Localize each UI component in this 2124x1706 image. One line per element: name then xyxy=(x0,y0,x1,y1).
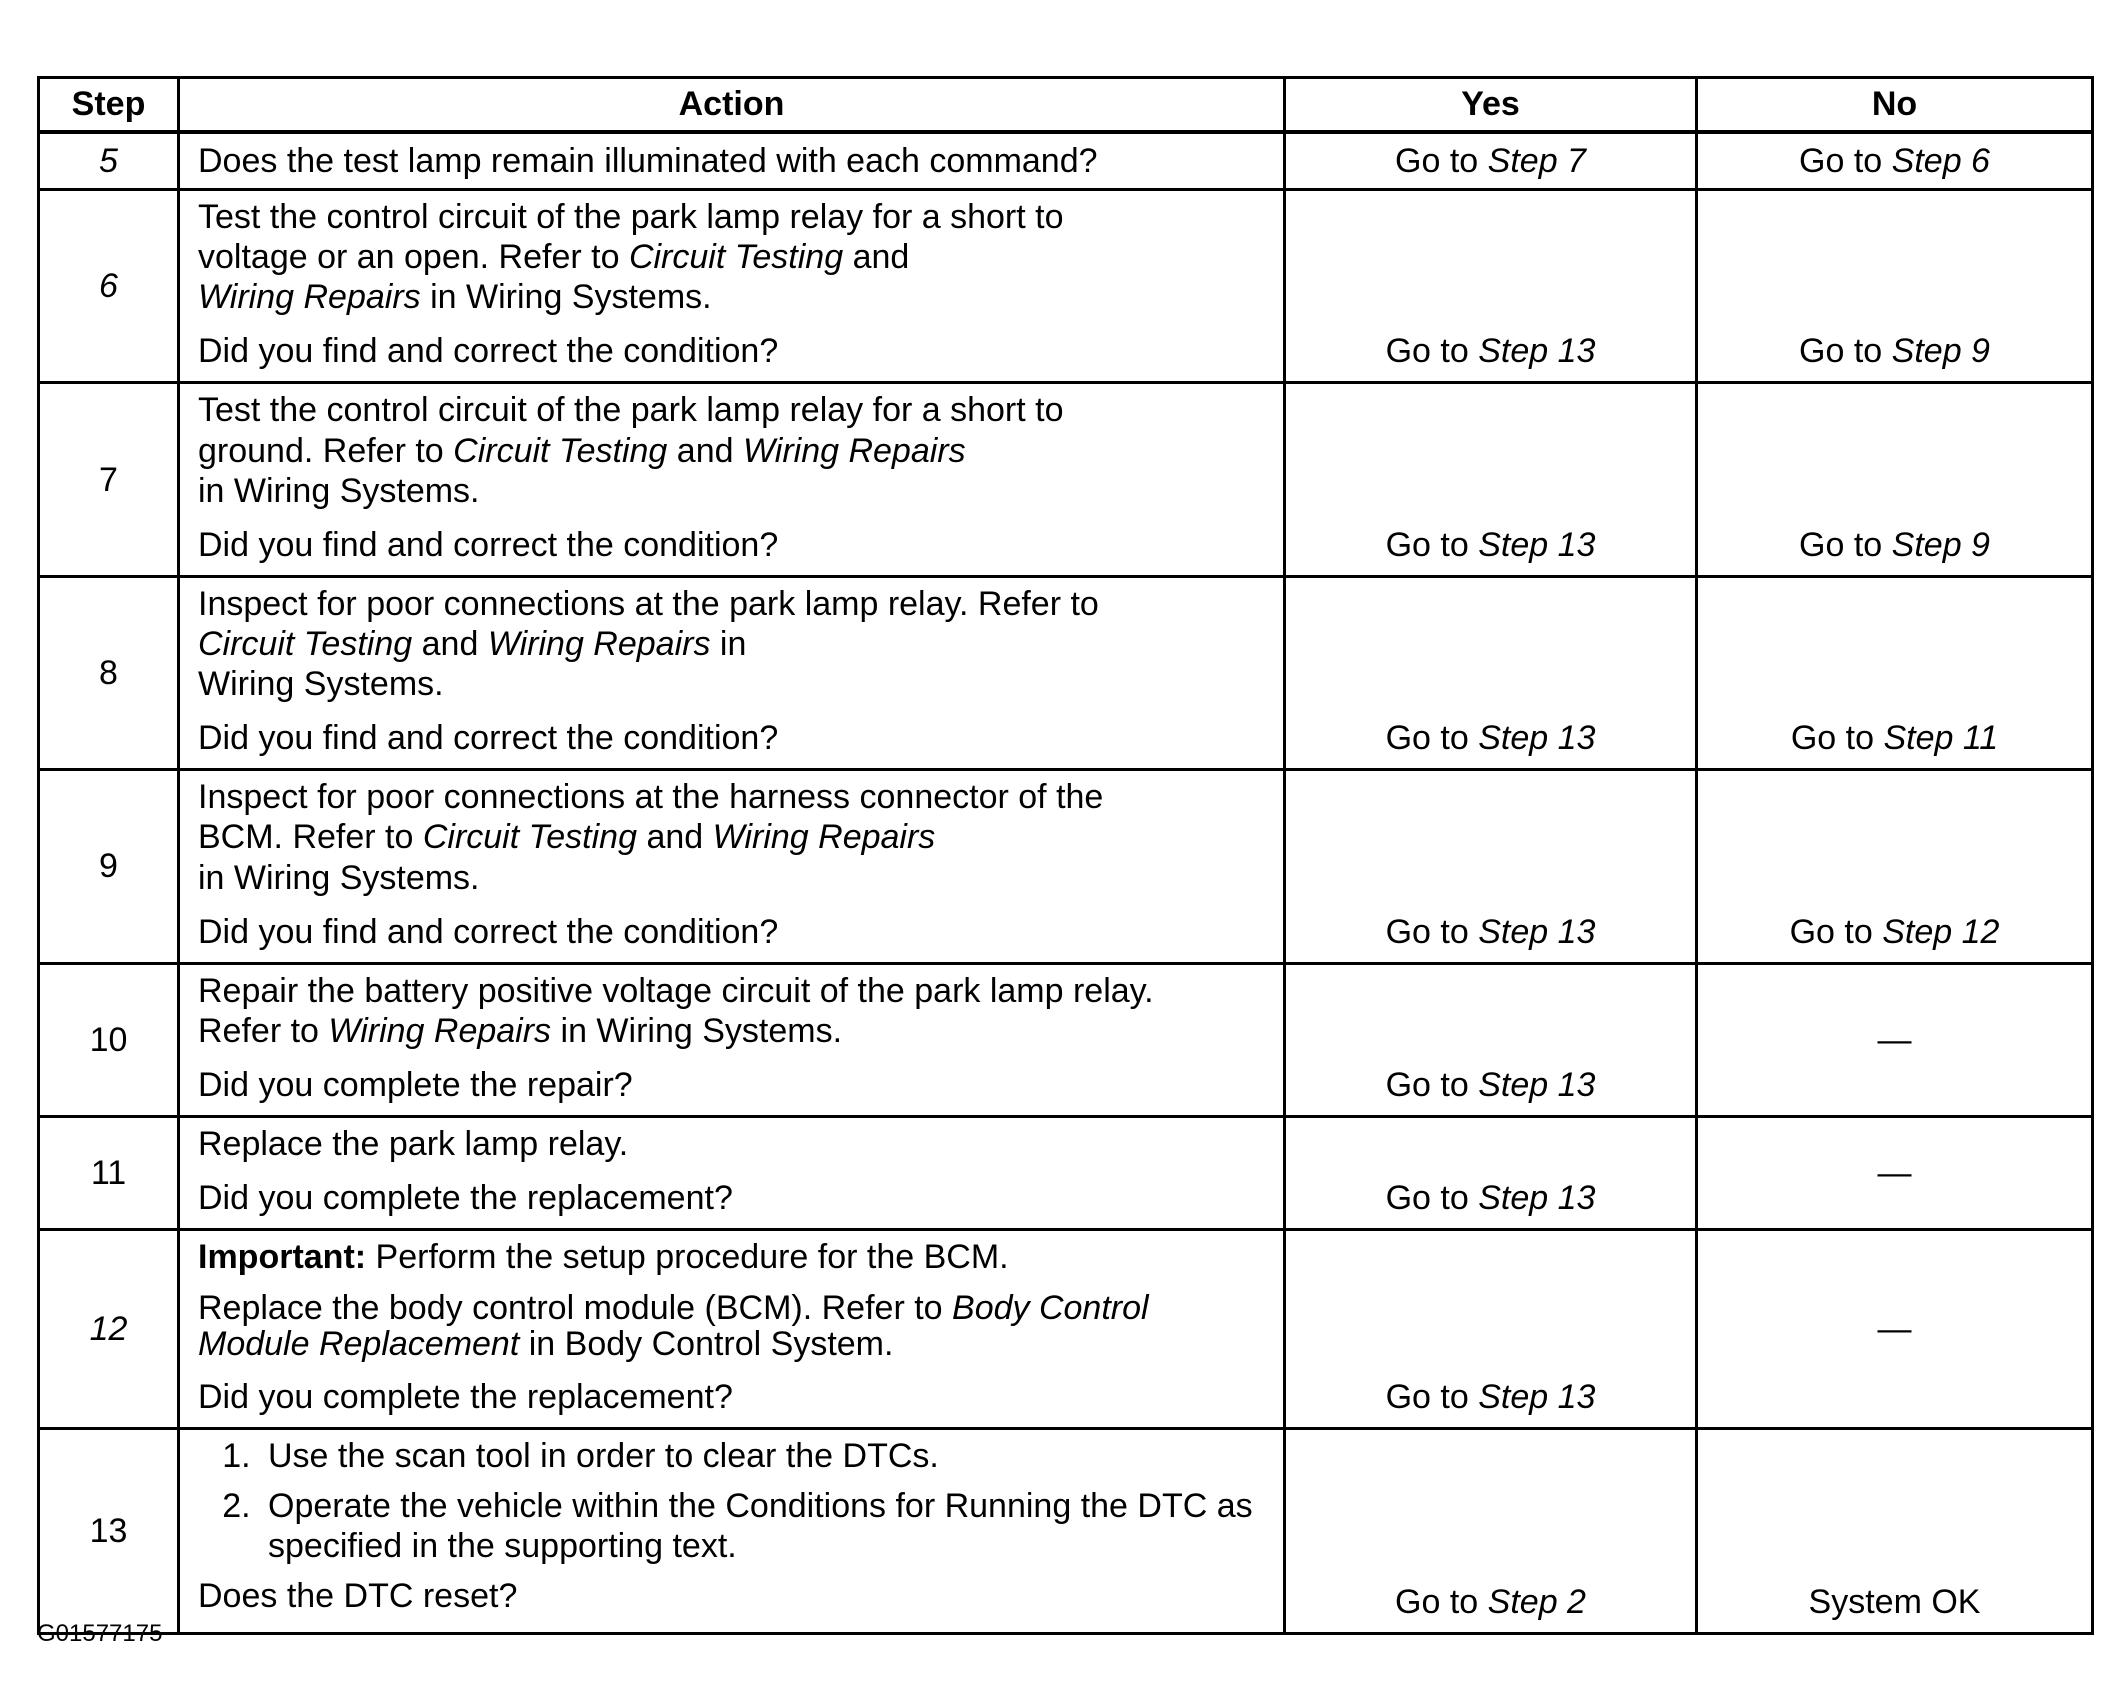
action-question: Did you complete the replacement? xyxy=(198,1377,733,1416)
no-cell: Go to Step 9 xyxy=(1697,383,2093,576)
yes-step-ref: Step 7 xyxy=(1487,141,1586,180)
no-cell xyxy=(1697,132,2093,190)
table-row xyxy=(39,770,2093,963)
action-question: Did you find and correct the condition? xyxy=(198,525,779,564)
step-number: 9 xyxy=(39,770,179,963)
table-row xyxy=(39,963,2093,1116)
diagnostic-table xyxy=(37,76,2094,1635)
action-text: Test the control circuit of the park lamp relay for a short to ground. Refer to Circuit Testing and Wiring Repairs in Wiring Systems. xyxy=(198,391,1064,510)
no-cell: Go to Step 11 xyxy=(1697,576,2093,769)
yes-prefix: Go to xyxy=(1395,141,1479,180)
yes-cell: Go to Step 13 xyxy=(1285,383,1697,576)
action-cell xyxy=(179,383,1285,576)
header-row xyxy=(39,78,2093,133)
dash-mark: — xyxy=(1877,1310,1912,1349)
no-prefix: Go to xyxy=(1799,141,1883,180)
numbered-list xyxy=(198,1436,1265,1566)
step-number: 6 xyxy=(39,190,179,383)
yes-cell: Go to Step 13 xyxy=(1285,190,1697,383)
table-row xyxy=(39,383,2093,576)
yes-cell: Go to Step 13 xyxy=(1285,576,1697,769)
action-cell xyxy=(179,1230,1285,1429)
step-number: 12 xyxy=(39,1230,179,1429)
step-number: 8 xyxy=(39,576,179,769)
action-question: Did you find and correct the condition? xyxy=(198,719,779,758)
step-number: 10 xyxy=(39,963,179,1116)
action-cell xyxy=(179,576,1285,769)
yes-cell xyxy=(1285,132,1697,190)
action-text: Inspect for poor connections at the park lamp relay. Refer to Circuit Testing and Wiring Repairs in Wiring Systems. xyxy=(198,584,1099,704)
no-cell xyxy=(1697,963,2093,1116)
action-text: Test the control circuit of the park lamp relay for a short to voltage or an open. Refer to Circuit Testing and Wiring Repairs in Wiring Systems. xyxy=(198,198,1064,317)
list-item: 1. Use the scan tool in order to clear the DTCs. xyxy=(260,1436,1265,1476)
header-no: No xyxy=(1697,78,2093,133)
step-number: 7 xyxy=(39,383,179,576)
no-cell xyxy=(1697,1428,2093,1633)
table-row xyxy=(39,1117,2093,1230)
header-action: Action xyxy=(179,78,1285,133)
action-cell xyxy=(179,770,1285,963)
no-cell xyxy=(1697,1117,2093,1230)
yes-cell: Go to Step 13 xyxy=(1285,963,1697,1116)
action-text: Replace the body control module (BCM). Refer to Body Control Module Replacement in Body Control System. xyxy=(198,1289,1149,1364)
important-label: Important: xyxy=(198,1238,367,1277)
action-cell xyxy=(179,132,1285,190)
no-cell xyxy=(1697,1230,2093,1429)
table-row xyxy=(39,1428,2093,1633)
system-ok: System OK xyxy=(1808,1582,1981,1621)
dash-mark: — xyxy=(1877,1154,1912,1193)
action-cell xyxy=(179,1117,1285,1230)
action-text: Inspect for poor connections at the harness connector of the BCM. Refer to Circuit Testing and Wiring Repairs in Wiring Systems. xyxy=(198,778,1104,897)
step-number: 5 xyxy=(39,132,179,190)
yes-cell: Go to Step 2 xyxy=(1285,1428,1697,1633)
header-step: Step xyxy=(39,78,179,133)
yes-cell: Go to Step 13 xyxy=(1285,1117,1697,1230)
important-note: Important: Perform the setup procedure for the BCM. xyxy=(198,1238,1009,1277)
no-step-ref: Step 6 xyxy=(1891,141,1990,180)
yes-cell: Go to Step 13 xyxy=(1285,770,1697,963)
step-number: 13 xyxy=(39,1428,179,1633)
action-cell xyxy=(179,190,1285,383)
table-row xyxy=(39,132,2093,190)
action-text: Repair the battery positive voltage circuit of the park lamp relay. Refer to Wiring Repairs in Wiring Systems. xyxy=(198,971,1154,1050)
list-item: 2. Operate the vehicle within the Conditions for Running the DTC as specified in the supporting text. xyxy=(260,1486,1265,1566)
action-cell xyxy=(179,1428,1285,1633)
action-question: Did you complete the repair? xyxy=(198,1065,633,1104)
action-question: Does the test lamp remain illuminated with each command? xyxy=(198,141,1098,180)
yes-cell: Go to Step 13 xyxy=(1285,1230,1697,1429)
action-question: Does the DTC reset? xyxy=(198,1577,518,1616)
table-row xyxy=(39,1230,2093,1429)
table-row xyxy=(39,190,2093,383)
action-question: Did you complete the replacement? xyxy=(198,1179,733,1218)
dash-mark: — xyxy=(1877,1020,1912,1059)
no-cell: Go to Step 9 xyxy=(1697,190,2093,383)
header-yes: Yes xyxy=(1285,78,1697,133)
step-number: 11 xyxy=(39,1117,179,1230)
figure-id: G01577175 xyxy=(37,1620,163,1647)
action-text: Replace the park lamp relay. xyxy=(198,1125,629,1164)
table-row xyxy=(39,576,2093,769)
action-question: Did you find and correct the condition? xyxy=(198,912,779,951)
action-question: Did you find and correct the condition? xyxy=(198,332,779,371)
no-cell: Go to Step 12 xyxy=(1697,770,2093,963)
action-cell xyxy=(179,963,1285,1116)
